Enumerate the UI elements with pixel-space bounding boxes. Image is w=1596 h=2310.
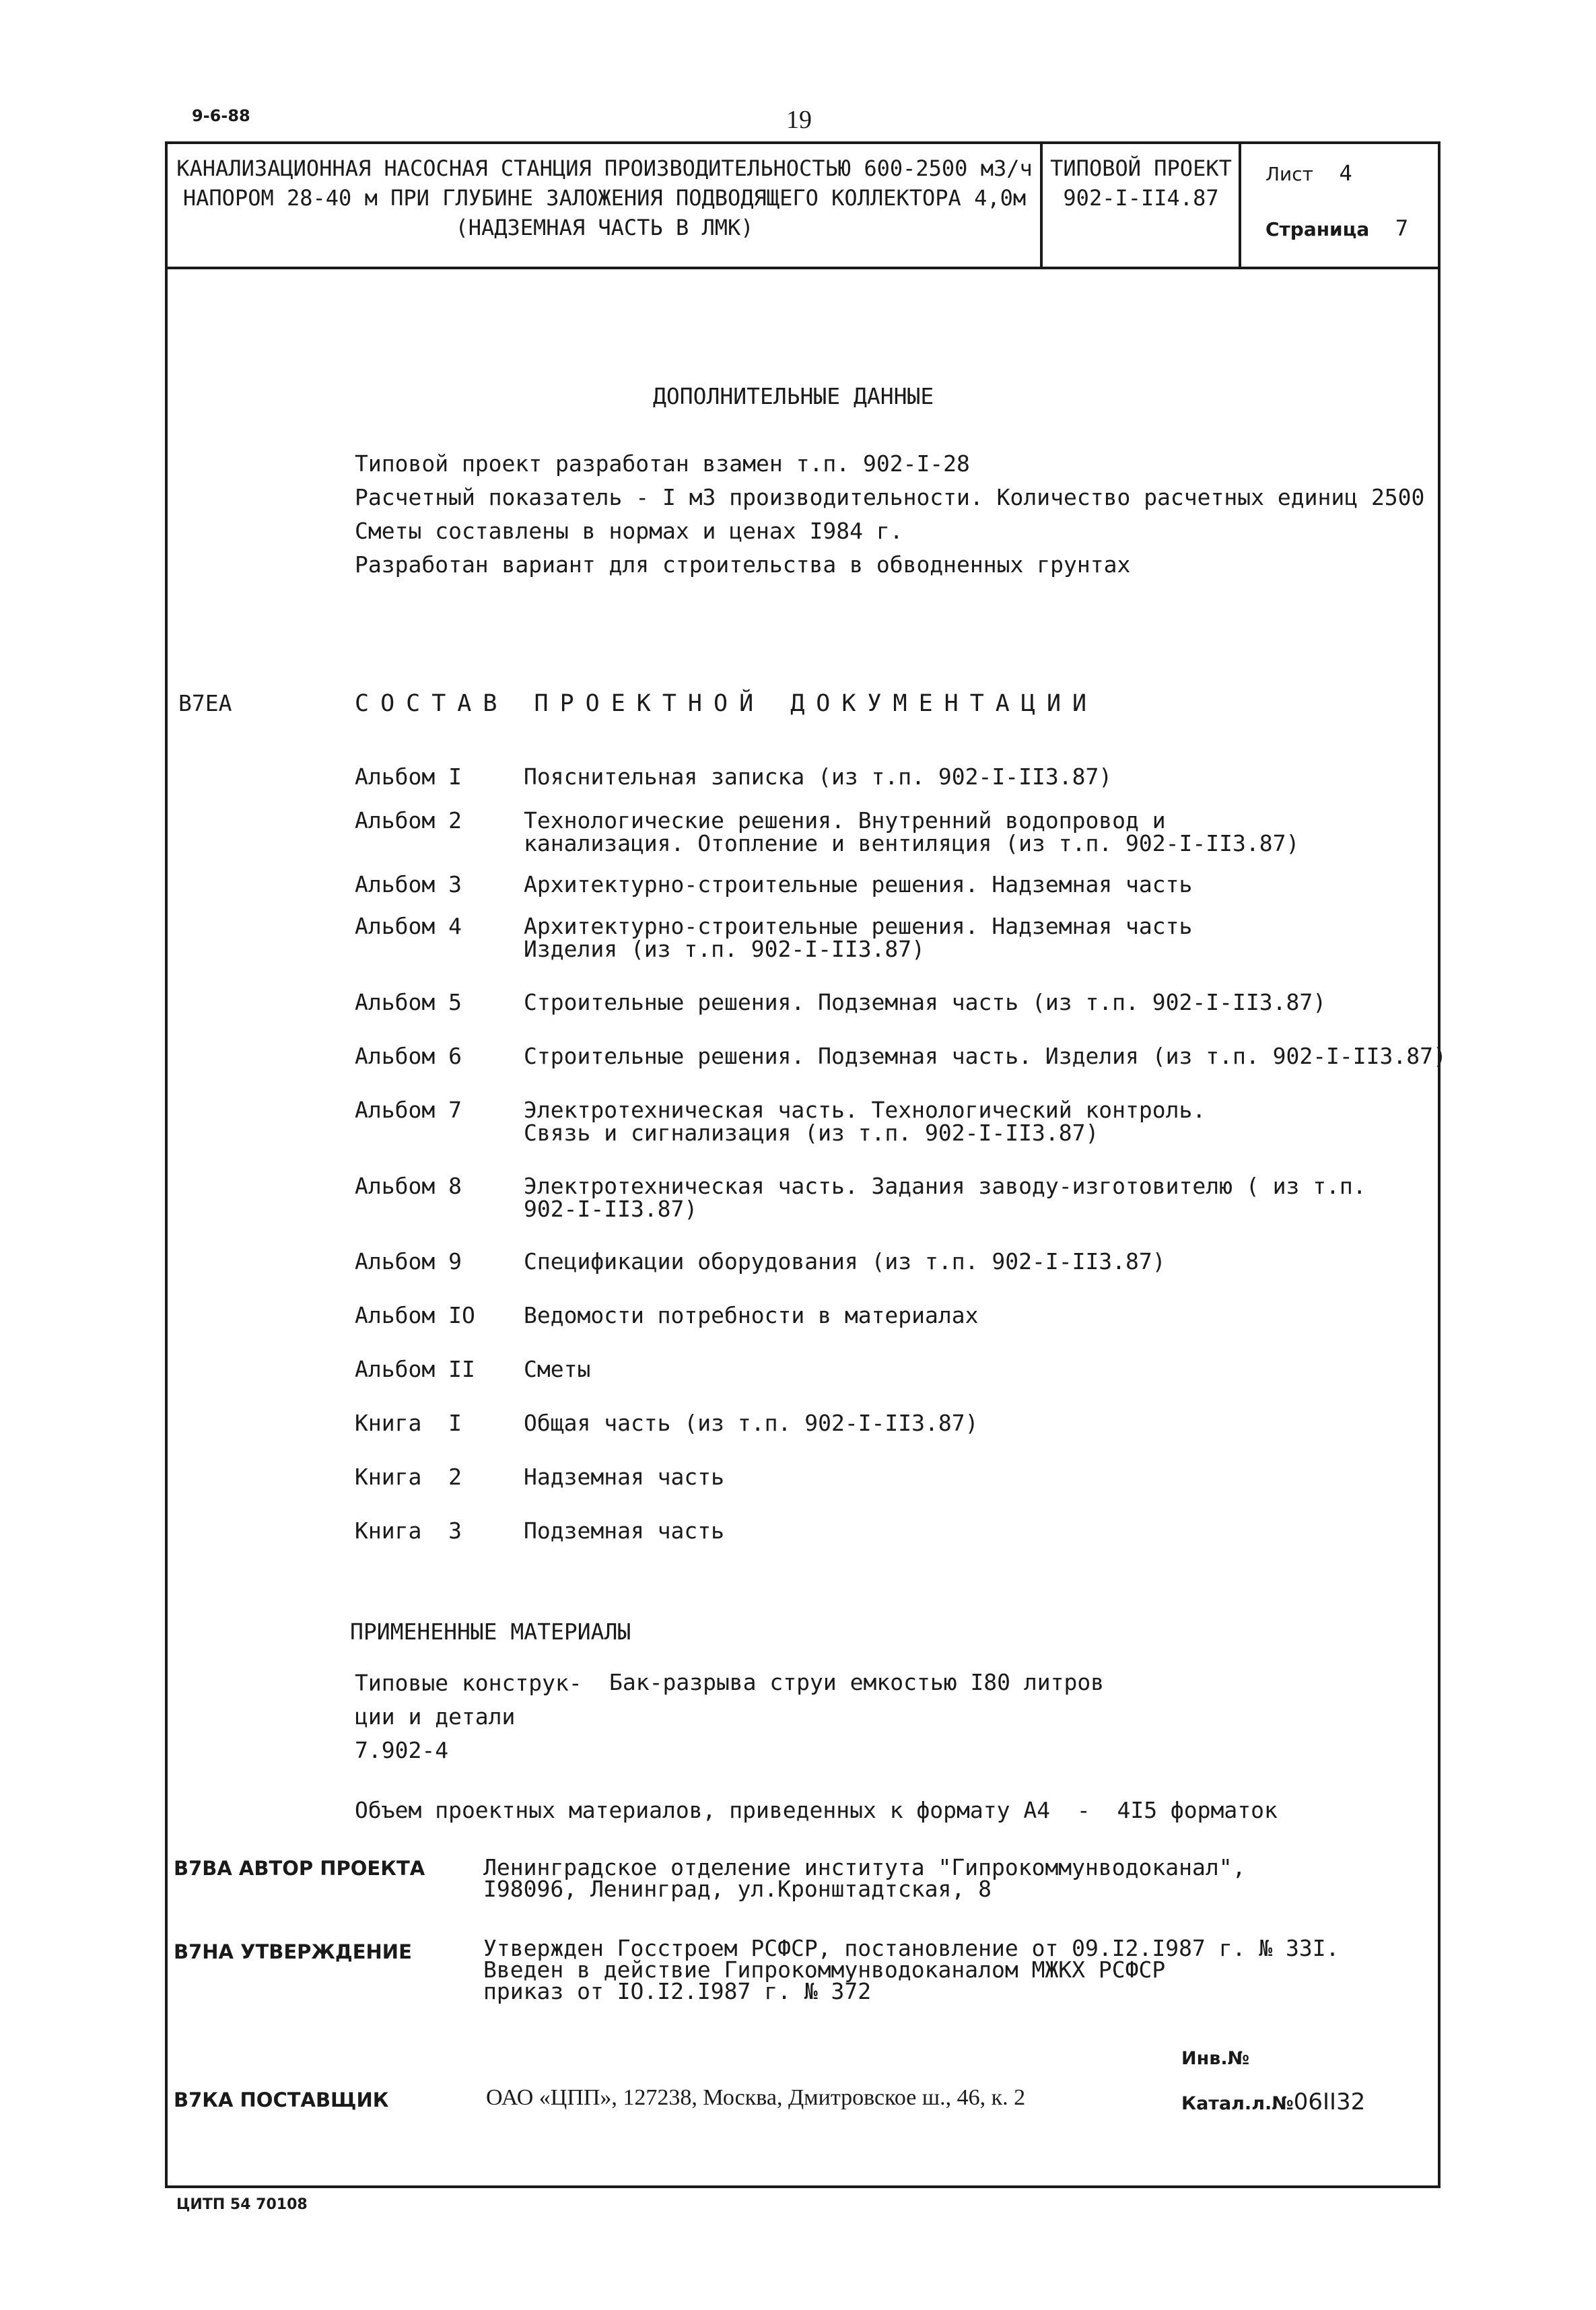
approval-value <box>483 1935 1340 2004</box>
composition-code: В7ЕА <box>178 690 232 716</box>
album-description <box>524 1250 1166 1273</box>
album-description-line: Спецификации оборудования (из т.п. 902-I-II3.87) <box>524 1248 1166 1275</box>
project-number: 902-I-II4.87 <box>1063 185 1219 211</box>
album-label: Альбом 2 <box>355 807 462 834</box>
album-label: Альбом II <box>355 1356 475 1382</box>
album-description-line: Сметы <box>524 1356 591 1382</box>
approval-line: Введен в действие Гипрокоммунводоканалом МЖКХ РСФСР <box>483 1957 1166 1983</box>
album-description <box>524 991 1326 1014</box>
additional-line: Разработан вариант для строительства в обводненных грунтах <box>355 551 1131 578</box>
album-description-line: Строительные решения. Подземная часть (из т.п. 902-I-II3.87) <box>524 989 1327 1015</box>
additional-heading: ДОПОЛНИТЕЛЬНЫЕ ДАННЫЕ <box>653 383 934 409</box>
album-description <box>524 873 1192 896</box>
materials-category-line: Типовые конструк- <box>355 1670 582 1696</box>
sheet-label: Лист <box>1265 163 1313 185</box>
album-label: Альбом 5 <box>355 989 462 1015</box>
materials-category-line: 7.902-4 <box>355 1737 449 1763</box>
materials-category <box>355 1666 582 1767</box>
album-description <box>524 915 1192 961</box>
album-description-line: Изделия (из т.п. 902-I-II3.87) <box>524 936 926 962</box>
album-description <box>524 1045 1447 1068</box>
footer-code: ЦИТП 54 70108 <box>176 2196 308 2213</box>
project-label: ТИПОВОЙ ПРОЕКТ <box>1050 156 1232 181</box>
header-divider <box>1239 141 1241 269</box>
catalog-field <box>1181 2088 1365 2115</box>
album-description-line: Подземная часть <box>524 1518 725 1544</box>
supplier-label: В7КА ПОСТАВЩИК <box>174 2088 389 2111</box>
author-label: В7ВА АВТОР ПРОЕКТА <box>174 1857 425 1880</box>
album-label: Книга 3 <box>355 1518 462 1544</box>
sheet-field <box>1265 160 1352 186</box>
additional-line: Типовой проект разработан взамен т.п. 902-I-28 <box>355 450 970 477</box>
album-label: Альбом 7 <box>355 1097 462 1123</box>
album-description <box>524 1304 979 1327</box>
album-description <box>524 1358 590 1381</box>
album-description-line: 902-I-II3.87) <box>524 1196 698 1222</box>
album-description-line: Ведомости потребности в материалах <box>524 1302 979 1328</box>
author-line: Ленинградское отделение института "Гипрокоммунводоканал", <box>483 1854 1246 1880</box>
album-label: Альбом 3 <box>355 871 462 897</box>
album-label: Книга 2 <box>355 1464 462 1490</box>
album-label: Альбом 9 <box>355 1248 462 1275</box>
header-title-line: (НАДЗЕМНАЯ ЧАСТЬ В ЛМК) <box>455 215 754 240</box>
header-title <box>174 154 1035 242</box>
album-description-line: Архитектурно-строительные решения. Надземная часть <box>524 871 1193 897</box>
approval-line: приказ от IO.I2.I987 г. № 372 <box>483 1978 872 2004</box>
catalog-value: 06II32 <box>1293 2088 1366 2115</box>
album-description-line: Архитектурно-строительные решения. Надземная часть <box>524 913 1193 939</box>
header-divider <box>1040 141 1043 269</box>
album-description <box>524 1466 724 1489</box>
author-line: I98096, Ленинград, ул.Кронштадтская, 8 <box>483 1876 992 1902</box>
header-project <box>1047 154 1235 213</box>
document-code: 9-6-88 <box>192 106 250 125</box>
header-title-line: НАПОРОМ 28-40 м ПРИ ГЛУБИНЕ ЗАЛОЖЕНИЯ ПОДВОДЯЩЕГО КОЛЛЕКТОРА 4,0м <box>182 185 1027 211</box>
album-label: Альбом 4 <box>355 913 462 939</box>
approval-line: Утвержден Госстроем РСФСР, постановление от 09.I2.I987 г. № 33I. <box>483 1935 1340 1961</box>
supplier-value: ОАО «ЦПП», 127238, Москва, Дмитровское ш., 46, к. 2 <box>486 2085 1026 2110</box>
volume-line: Объем проектных материалов, приведенных к формату А4 - 4I5 форматок <box>355 1797 1278 1823</box>
author-value <box>483 1854 1246 1902</box>
page-number: 19 <box>786 106 812 134</box>
album-description-line: Электротехническая часть. Технологический контроль. <box>524 1097 1206 1123</box>
album-label: Книга I <box>355 1410 462 1436</box>
album-description-line: Надземная часть <box>524 1464 725 1490</box>
approval-label: В7НА УТВЕРЖДЕНИЕ <box>174 1940 412 1963</box>
album-description <box>524 1175 1366 1221</box>
album-description-line: Строительные решения. Подземная часть. Изделия (из т.п. 902-I-II3.87) <box>524 1043 1447 1069</box>
album-label: Альбом IO <box>355 1302 475 1328</box>
sheet-value: 4 <box>1339 160 1352 186</box>
album-description-line: канализация. Отопление и вентиляция (из т.п. 902-I-II3.87) <box>524 830 1300 856</box>
additional-line: Сметы составлены в нормах и ценах I984 г. <box>355 518 903 544</box>
header-title-line: КАНАЛИЗАЦИОННАЯ НАСОСНАЯ СТАНЦИЯ ПРОИЗВОДИТЕЛЬНОСТЬЮ 600-2500 м3/ч <box>176 156 1033 181</box>
album-label: Альбом I <box>355 763 462 790</box>
album-description <box>524 1520 724 1542</box>
page-label: Страница <box>1265 218 1370 240</box>
album-description <box>524 809 1299 855</box>
album-description-line: Технологические решения. Внутренний водопровод и <box>524 807 1166 834</box>
materials-item: Бак-разрыва струи емкостью I80 литров <box>609 1669 1105 1695</box>
album-description-line: Пояснительная записка (из т.п. 902-I-II3.87) <box>524 763 1113 790</box>
materials-heading: ПРИМЕНЕННЫЕ МАТЕРИАЛЫ <box>350 1619 631 1645</box>
page-value: 7 <box>1395 215 1409 241</box>
album-description-line: Связь и сигнализация (из т.п. 902-I-II3.87) <box>524 1120 1099 1146</box>
album-description <box>524 763 1113 790</box>
inventory-label: Инв.№ <box>1181 2048 1250 2069</box>
album-description <box>524 1412 979 1435</box>
album-description-line: Электротехническая часть. Задания заводу-изготовителю ( из т.п. <box>524 1173 1366 1199</box>
materials-category-line: ции и детали <box>355 1703 516 1730</box>
composition-heading: СОСТАВ ПРОЕКТНОЙ ДОКУМЕНТАЦИИ <box>355 690 1099 717</box>
catalog-label: Катал.л.№ <box>1181 2093 1294 2114</box>
album-label: Альбом 6 <box>355 1043 462 1069</box>
page-field <box>1265 215 1408 241</box>
album-label: Альбом 8 <box>355 1173 462 1199</box>
album-description-line: Общая часть (из т.п. 902-I-II3.87) <box>524 1410 979 1436</box>
additional-line: Расчетный показатель - I м3 производительности. Количество расчетных единиц 2500 <box>355 484 1425 510</box>
album-description <box>524 1099 1206 1145</box>
